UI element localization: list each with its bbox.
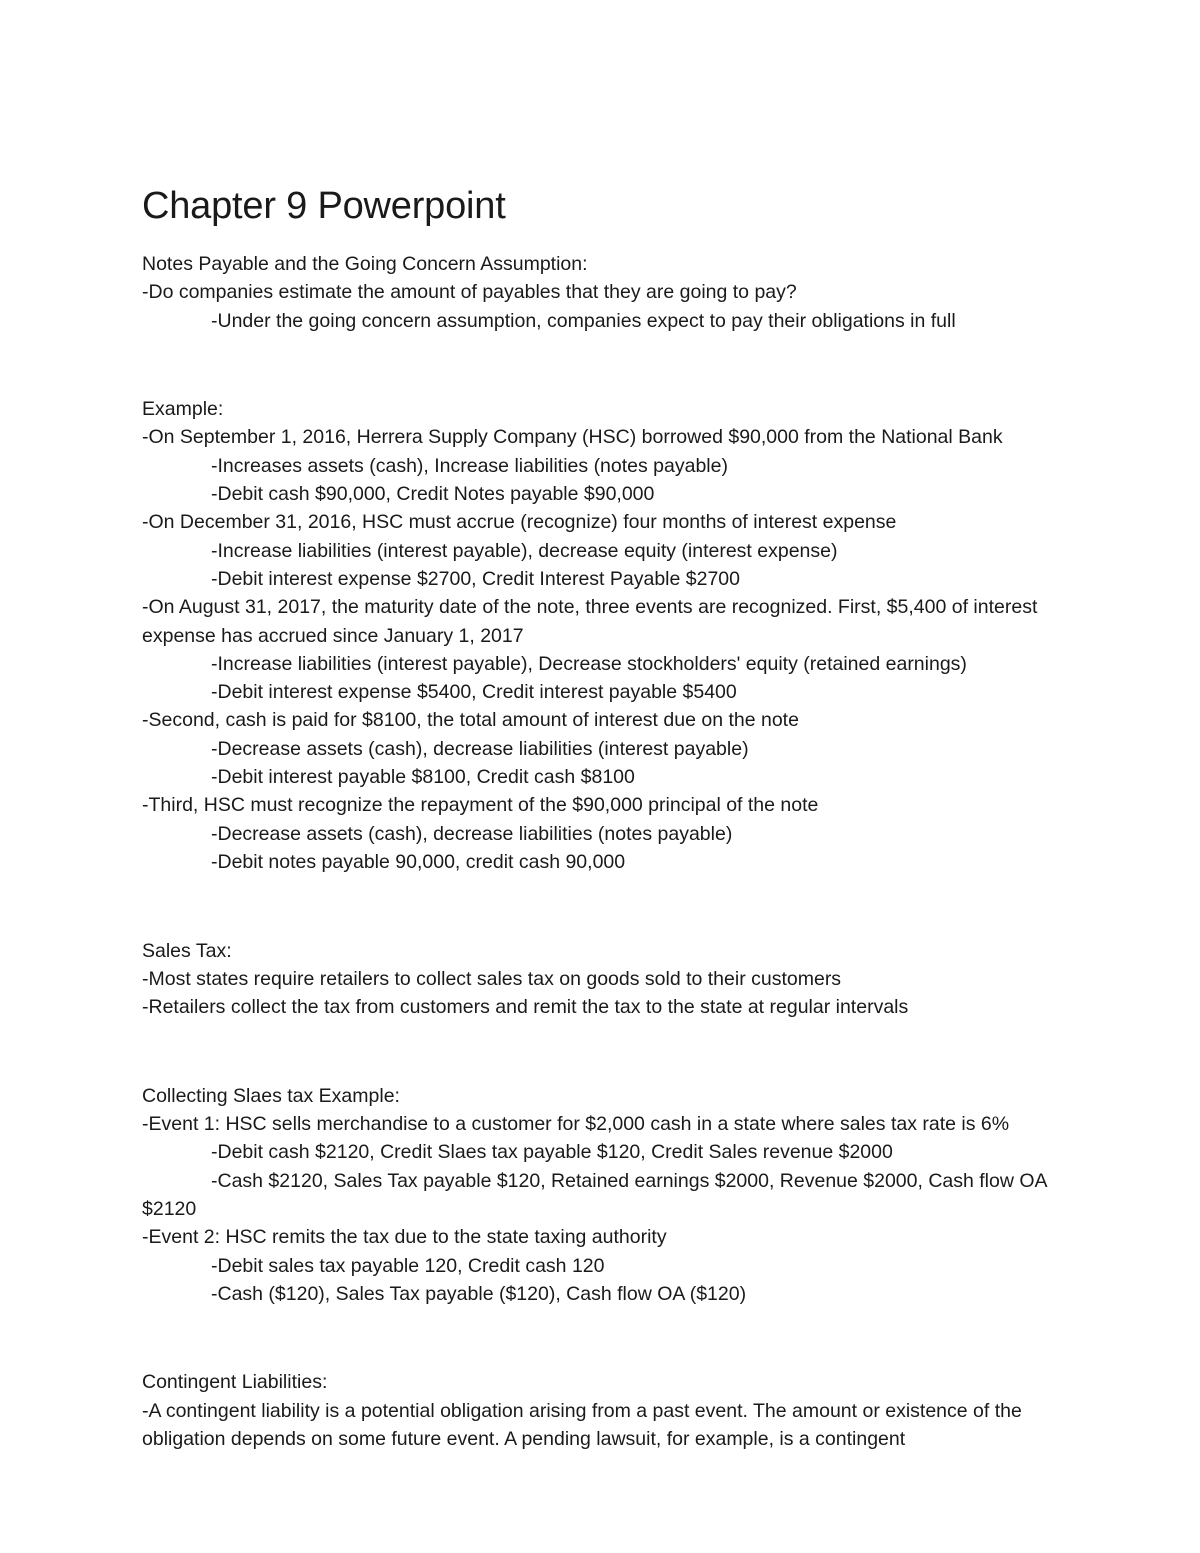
indented-text-line: -Debit interest expense $2700, Credit Interest Payable $2700 (211, 567, 740, 590)
text-line: -On September 1, 2016, Herrera Supply Company (HSC) borrowed $90,000 from the National Bank (142, 426, 1003, 449)
text-line: -A contingent liability is a potential obligation arising from a past event. The amount or existence of the obligation depends on some future event. A pending lawsuit, for example, is a contingent (142, 1399, 1022, 1450)
indented-text-line: -Increases assets (cash), Increase liabilities (notes payable) (211, 454, 728, 477)
text-line: -Third, HSC must recognize the repayment of the $90,000 principal of the note (142, 794, 819, 817)
text-line: Notes Payable and the Going Concern Assumption: (142, 253, 588, 275)
text-line: Contingent Liabilities: (142, 1371, 328, 1394)
text-line: Sales Tax: (142, 939, 232, 962)
blank-line (142, 1037, 1062, 1065)
text-line: -Do companies estimate the amount of payables that they are going to pay? (142, 281, 797, 304)
text-line: -Retailers collect the tax from customers and remit the tax to the state at regular intervals (142, 996, 909, 1019)
indented-text-line: -Under the going concern assumption, companies expect to pay their obligations in full (211, 309, 956, 332)
text-line: -Second, cash is paid for $8100, the total amount of interest due on the note (142, 709, 799, 732)
indented-text-line: -Debit interest expense $5400, Credit interest payable $5400 (211, 681, 737, 704)
indented-text-line: -Increase liabilities (interest payable), Decrease stockholders' equity (retained earnings) (211, 652, 967, 675)
indented-text-line: -Decrease assets (cash), decrease liabilities (interest payable) (211, 737, 749, 760)
blank-line (142, 1324, 1062, 1352)
indented-text-line: -Debit cash $2120, Credit Slaes tax payable $120, Credit Sales revenue $2000 (211, 1141, 893, 1164)
text-line: -Event 2: HSC remits the tax due to the state taxing authority (142, 1226, 667, 1249)
text-line: -On December 31, 2016, HSC must accrue (recognize) four months of interest expense (142, 511, 897, 534)
text-line: Example: (142, 398, 224, 421)
blank-line (142, 892, 1062, 920)
indented-text-line: -Decrease assets (cash), decrease liabilities (notes payable) (211, 822, 733, 845)
text-line: -Most states require retailers to collect sales tax on goods sold to their customers (142, 967, 842, 990)
indented-text-line: -Cash ($120), Sales Tax payable ($120), Cash flow OA ($120) (211, 1282, 747, 1305)
text-line: Collecting Slaes tax Example: (142, 1084, 400, 1107)
indented-text-line: -Debit interest payable $8100, Credit cash $8100 (211, 766, 635, 789)
document-title: Chapter 9 Powerpoint (142, 185, 506, 227)
text-line: -Event 1: HSC sells merchandise to a customer for $2,000 cash in a state where sales tax rate is 6% (142, 1113, 1010, 1136)
indented-text-line: -Increase liabilities (interest payable), decrease equity (interest expense) (211, 539, 838, 562)
text-line: -On August 31, 2017, the maturity date of the note, three events are recognized. First, $5,400 of interest expense has accrued since January 1, 2017 (142, 596, 1038, 647)
document-body (142, 250, 1062, 1453)
blank-line (142, 351, 1062, 379)
indented-text-line: -Debit sales tax payable 120, Credit cash 120 (211, 1254, 605, 1277)
indented-text-line: -Cash $2120, Sales Tax payable $120, Retained earnings $2000, Revenue $2000, Cash flow OA $2120 (142, 1169, 1047, 1220)
indented-text-line: -Debit cash $90,000, Credit Notes payable $90,000 (211, 483, 655, 506)
indented-text-line: -Debit notes payable 90,000, credit cash 90,000 (211, 850, 626, 873)
document-page (142, 184, 1062, 1453)
